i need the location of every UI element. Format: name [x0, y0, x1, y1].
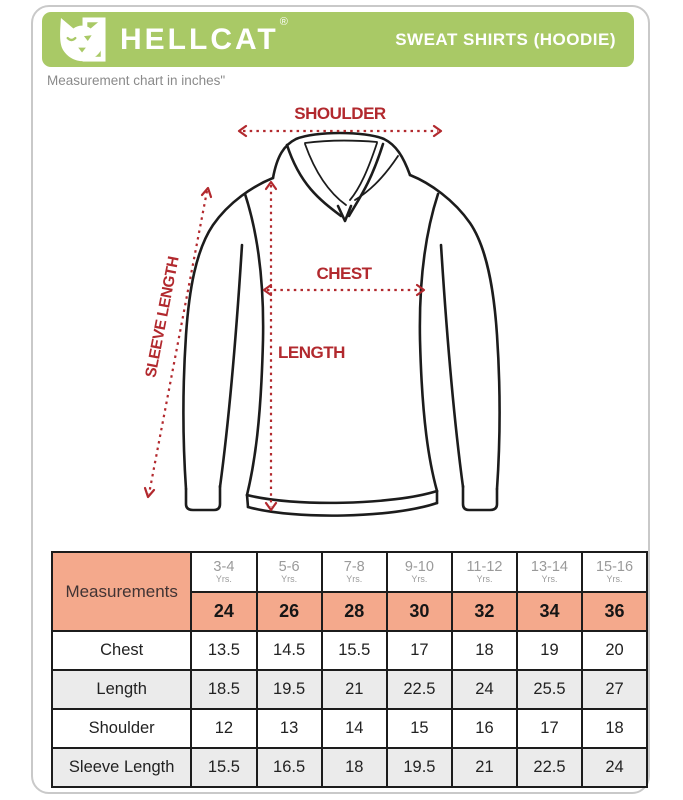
- age-unit: Yrs.: [411, 573, 428, 584]
- value-cell: 16: [452, 709, 517, 748]
- value-cell: 24: [452, 670, 517, 709]
- value-cell: 18: [582, 709, 647, 748]
- size-chart-card: [31, 5, 650, 794]
- age-range: 13-14: [530, 558, 568, 575]
- age-col-3: [387, 552, 452, 592]
- value-cell: 16.5: [257, 748, 322, 787]
- size-cell-0: 24: [191, 592, 256, 631]
- value-cell: 14.5: [257, 631, 322, 670]
- value-cell: 14: [322, 709, 387, 748]
- value-cell: 12: [191, 709, 256, 748]
- age-range: 11-12: [466, 558, 503, 575]
- age-range: 15-16: [595, 558, 634, 575]
- age-col-0: [191, 552, 256, 592]
- age-unit: Yrs.: [215, 573, 232, 584]
- chest-dim-label: CHEST: [316, 264, 372, 283]
- chart-subtitle: Measurement chart in inches": [47, 73, 226, 88]
- age-col-1: [257, 552, 322, 592]
- age-unit: Yrs.: [281, 573, 298, 584]
- torso-right-edge: [420, 194, 438, 491]
- hood-drape-left-outer: [287, 145, 341, 216]
- value-cell: 24: [582, 748, 647, 787]
- sleeve-length-dim-label: SLEEVE LENGTH: [142, 255, 183, 379]
- age-unit: Yrs.: [476, 573, 493, 584]
- brand-text: HELLCAT: [120, 22, 279, 56]
- row-label: Sleeve Length: [52, 748, 191, 787]
- table-row-sleeve-length: [52, 748, 647, 787]
- value-cell: 20: [582, 631, 647, 670]
- row-label: Length: [52, 670, 191, 709]
- hem-top: [247, 491, 437, 503]
- age-unit: Yrs.: [541, 573, 558, 584]
- size-cell-3: 30: [387, 592, 452, 631]
- size-table: [51, 551, 648, 788]
- measurements-header-cell: Measurements: [52, 552, 191, 631]
- value-cell: 13: [257, 709, 322, 748]
- table-row-chest: [52, 631, 647, 670]
- age-unit: Yrs.: [606, 573, 623, 584]
- header-bar: [42, 12, 634, 67]
- hood-inner-top: [305, 141, 377, 143]
- value-cell: 15.5: [322, 631, 387, 670]
- size-cell-6: 36: [582, 592, 647, 631]
- table-row-ages: [52, 552, 647, 592]
- value-cell: 19: [517, 631, 582, 670]
- length-dim-label: LENGTH: [278, 343, 345, 362]
- left-sleeve-outer: [183, 178, 273, 489]
- right-sleeve-outer: [410, 175, 500, 489]
- value-cell: 25.5: [517, 670, 582, 709]
- age-range: 3-4: [213, 558, 235, 575]
- value-cell: 19.5: [257, 670, 322, 709]
- table-row-length: [52, 670, 647, 709]
- value-cell: 21: [452, 748, 517, 787]
- age-unit: Yrs.: [346, 573, 363, 584]
- left-sleeve-inner: [220, 245, 242, 487]
- value-cell: 19.5: [387, 748, 452, 787]
- value-cell: 18: [452, 631, 517, 670]
- age-range: 5-6: [278, 558, 300, 575]
- table-row-shoulder: [52, 709, 647, 748]
- value-cell: 27: [582, 670, 647, 709]
- value-cell: 21: [322, 670, 387, 709]
- row-label: Chest: [52, 631, 191, 670]
- size-cell-5: 34: [517, 592, 582, 631]
- value-cell: 18: [322, 748, 387, 787]
- age-col-4: [452, 552, 517, 592]
- hood-vee-notch: [338, 206, 351, 221]
- age-range: 7-8: [343, 558, 365, 575]
- age-col-6: [582, 552, 647, 592]
- torso-left-edge: [245, 194, 263, 495]
- right-sleeve-inner: [441, 245, 463, 487]
- size-cell-2: 28: [322, 592, 387, 631]
- registered-trademark: ®: [279, 15, 288, 28]
- hem-bottom: [248, 503, 437, 516]
- value-cell: 17: [387, 631, 452, 670]
- hoodie-diagram-svg: [33, 90, 648, 548]
- size-cell-4: 32: [452, 592, 517, 631]
- hood-drape-left-inner: [305, 144, 346, 205]
- length-arrow-bottom: [266, 503, 276, 510]
- shoulder-dim-label: SHOULDER: [294, 104, 386, 123]
- cat-logo-icon: [58, 17, 108, 63]
- brand-logo: [58, 17, 287, 63]
- product-title: SWEAT SHIRTS (HOODIE): [395, 29, 616, 49]
- size-cell-1: 26: [257, 592, 322, 631]
- value-cell: 13.5: [191, 631, 256, 670]
- value-cell: 15.5: [191, 748, 256, 787]
- age-range: 9-10: [404, 558, 434, 575]
- left-cuff: [186, 486, 220, 510]
- hoodie-measurement-diagram: [33, 90, 648, 548]
- value-cell: 17: [517, 709, 582, 748]
- age-col-2: [322, 552, 387, 592]
- row-label: Shoulder: [52, 709, 191, 748]
- value-cell: 15: [387, 709, 452, 748]
- value-cell: 22.5: [517, 748, 582, 787]
- right-cuff: [463, 486, 497, 510]
- value-cell: 22.5: [387, 670, 452, 709]
- brand-name: [120, 15, 288, 56]
- value-cell: 18.5: [191, 670, 256, 709]
- age-col-5: [517, 552, 582, 592]
